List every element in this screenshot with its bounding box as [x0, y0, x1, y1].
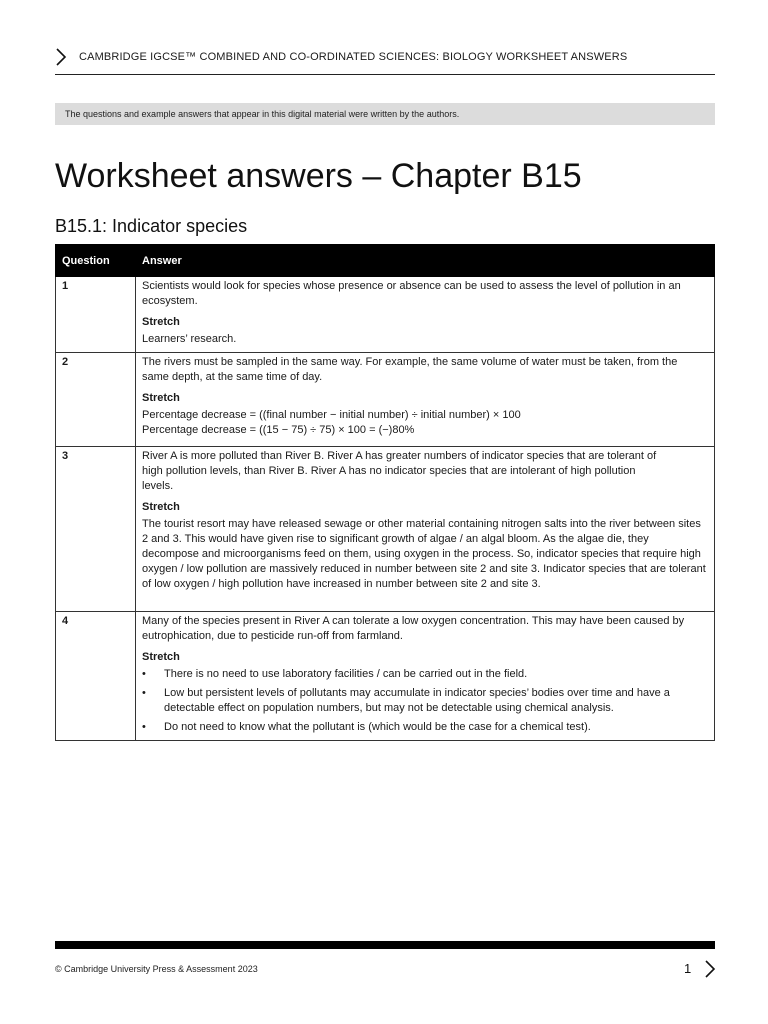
- question-number: 2: [56, 353, 136, 447]
- stretch-label: Stretch: [142, 392, 180, 404]
- stretch-label: Stretch: [142, 316, 180, 328]
- page-header: [55, 46, 715, 75]
- stretch-formula: Percentage decrease = ((final number − initial number) ÷ initial number) × 100: [142, 409, 521, 421]
- answer-cell: [136, 612, 715, 741]
- stretch-label: Stretch: [142, 651, 180, 663]
- list-item-text: Low but persistent levels of pollutants may accumulate in indicator species’ bodies over time and have a detectable effect on population numbers, but may not be detectable using chemical analysis.: [164, 687, 670, 714]
- bullet-icon: •: [142, 687, 146, 699]
- chevron-right-icon[interactable]: [704, 960, 716, 978]
- answer-text: River A is more polluted than River B. River A has greater numbers of indicator species that are tolerant of high pollution levels, than River B. River A has no indicator species that are intolerant of high pollution levels.: [142, 450, 657, 492]
- table-row: [56, 447, 715, 612]
- stretch-text: The tourist resort may have released sewage or other material containing nitrogen salts into the river between sites 2 and 3. This would have given rise to significant growth of algae / an algal bloom. As the algae die, they decompose and microorganisms feed on them, using oxygen in the process. So, indicator species that require high oxygen / low pollution are massively reduced in number between site 2 and site 3. Indicator species that are tolerant of low oxygen / high pollution have increased in number between site 2 and site 3.: [142, 518, 706, 590]
- column-header-answer: Answer: [136, 245, 715, 277]
- list-item: [142, 667, 708, 682]
- copyright-notice: © Cambridge University Press & Assessment 2023: [55, 964, 258, 974]
- answer-text: Many of the species present in River A can tolerate a low oxygen concentration. This may have been caused by eutrophication, due to pesticide run-off from farmland.: [142, 615, 685, 642]
- table-row: [56, 353, 715, 447]
- bullet-icon: •: [142, 668, 146, 680]
- question-number: 1: [56, 277, 136, 353]
- authorship-notice: The questions and example answers that appear in this digital material were written by the authors.: [55, 103, 715, 125]
- chevron-right-icon: [55, 48, 67, 66]
- answer-text: Scientists would look for species whose presence or absence can be used to assess the level of pollution in an ecosystem.: [142, 280, 681, 307]
- table-row: [56, 612, 715, 741]
- stretch-bullet-list: [142, 667, 708, 735]
- stretch-calculation: Percentage decrease = ((15 − 75) ÷ 75) × 100 = (−)80%: [142, 424, 415, 436]
- stretch-label: Stretch: [142, 501, 180, 513]
- question-number: 4: [56, 612, 136, 741]
- page-title: Worksheet answers – Chapter B15: [55, 157, 582, 195]
- list-item-text: Do not need to know what the pollutant is (which would be the case for a chemical test).: [164, 721, 591, 733]
- answer-cell: [136, 447, 715, 612]
- section-title: B15.1: Indicator species: [55, 216, 248, 236]
- column-header-question: Question: [56, 245, 136, 277]
- list-item: [142, 720, 708, 735]
- answer-text: The rivers must be sampled in the same way. For example, the same volume of water must be taken, from the same depth, at the same time of day.: [142, 356, 678, 383]
- table-row: [56, 277, 715, 353]
- question-number: 3: [56, 447, 136, 612]
- footer-rule: [55, 941, 715, 949]
- list-item-text: There is no need to use laboratory facilities / can be carried out in the field.: [164, 668, 528, 680]
- answers-table: [55, 244, 715, 741]
- page-number: 1: [684, 961, 692, 976]
- bullet-icon: •: [142, 721, 146, 733]
- table-header-row: [56, 245, 715, 277]
- running-head: CAMBRIDGE IGCSE™ COMBINED AND CO-ORDINATED SCIENCES: BIOLOGY WORKSHEET ANSWERS: [79, 51, 628, 63]
- stretch-text: Learners’ research.: [142, 333, 237, 345]
- answer-cell: [136, 353, 715, 447]
- list-item: [142, 686, 708, 716]
- answer-cell: [136, 277, 715, 353]
